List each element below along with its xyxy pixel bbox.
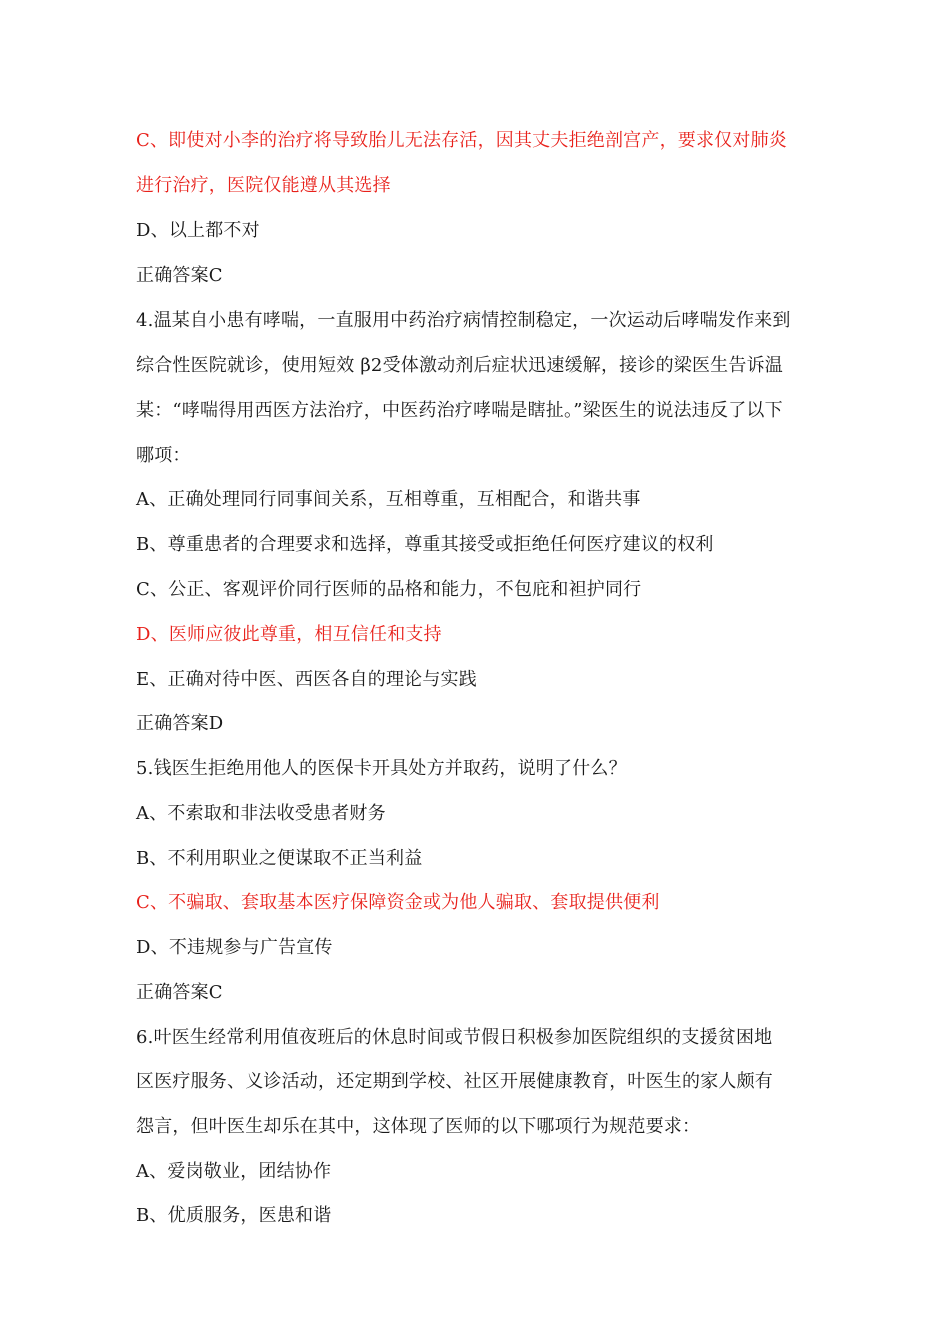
- question-6-line-2: 区医疗服务、义诊活动，还定期到学校、社区开展健康教育，叶医生的家人颇有: [136, 1071, 773, 1092]
- question-5: 5.钱医生拒绝用他人的医保卡开具处方并取药，说明了什么？: [136, 758, 627, 779]
- option-b: B、不利用职业之便谋取不正当利益: [136, 848, 423, 869]
- question-4-line-3: 某：“哮喘得用西医方法治疗，中医药治疗哮喘是瞎扯。”梁医生的说法违反了以下: [136, 400, 783, 421]
- question-4-line-4: 哪项：: [136, 445, 191, 466]
- question-6-line-3: 怨言，但叶医生却乐在其中，这体现了医师的以下哪项行为规范要求：: [136, 1116, 701, 1137]
- question-4-line-2: 综合性医院就诊，使用短效 β2受体激动剂后症状迅速缓解，接诊的梁医生告诉温: [136, 355, 783, 376]
- option-c-correct-line-1: C、即使对小李的治疗将导致胎儿无法存活，因其丈夫拒绝剖宫产，要求仅对肺炎: [136, 130, 787, 151]
- option-b: B、尊重患者的合理要求和选择，尊重其接受或拒绝任何医疗建议的权利: [136, 534, 714, 555]
- option-b: B、优质服务，医患和谐: [136, 1205, 332, 1226]
- option-d: D、以上都不对: [136, 220, 260, 241]
- option-c-correct-line-2: 进行治疗，医院仅能遵从其选择: [136, 175, 391, 196]
- question-4-line-1: 4.温某自小患有哮喘，一直服用中药治疗病情控制稳定，一次运动后哮喘发作来到: [136, 310, 791, 331]
- option-a: A、不索取和非法收受患者财务: [136, 803, 386, 824]
- option-c-correct: C、不骗取、套取基本医疗保障资金或为他人骗取、套取提供便利: [136, 892, 660, 913]
- option-a: A、爱岗敬业，团结协作: [136, 1161, 332, 1182]
- option-e: E、正确对待中医、西医各自的理论与实践: [136, 669, 477, 690]
- answer-key: 正确答案C: [136, 265, 223, 286]
- answer-key: 正确答案C: [136, 982, 223, 1003]
- option-a: A、正确处理同行同事间关系，互相尊重，互相配合，和谐共事: [136, 489, 641, 510]
- option-c: C、公正、客观评价同行医师的品格和能力，不包庇和袒护同行: [136, 579, 642, 600]
- question-6-line-1: 6.叶医生经常利用值夜班后的休息时间或节假日积极参加医院组织的支援贫困地: [136, 1027, 773, 1048]
- option-d-correct: D、医师应彼此尊重，相互信任和支持: [136, 624, 442, 645]
- option-d: D、不违规参与广告宣传: [136, 937, 333, 958]
- answer-key: 正确答案D: [136, 713, 224, 734]
